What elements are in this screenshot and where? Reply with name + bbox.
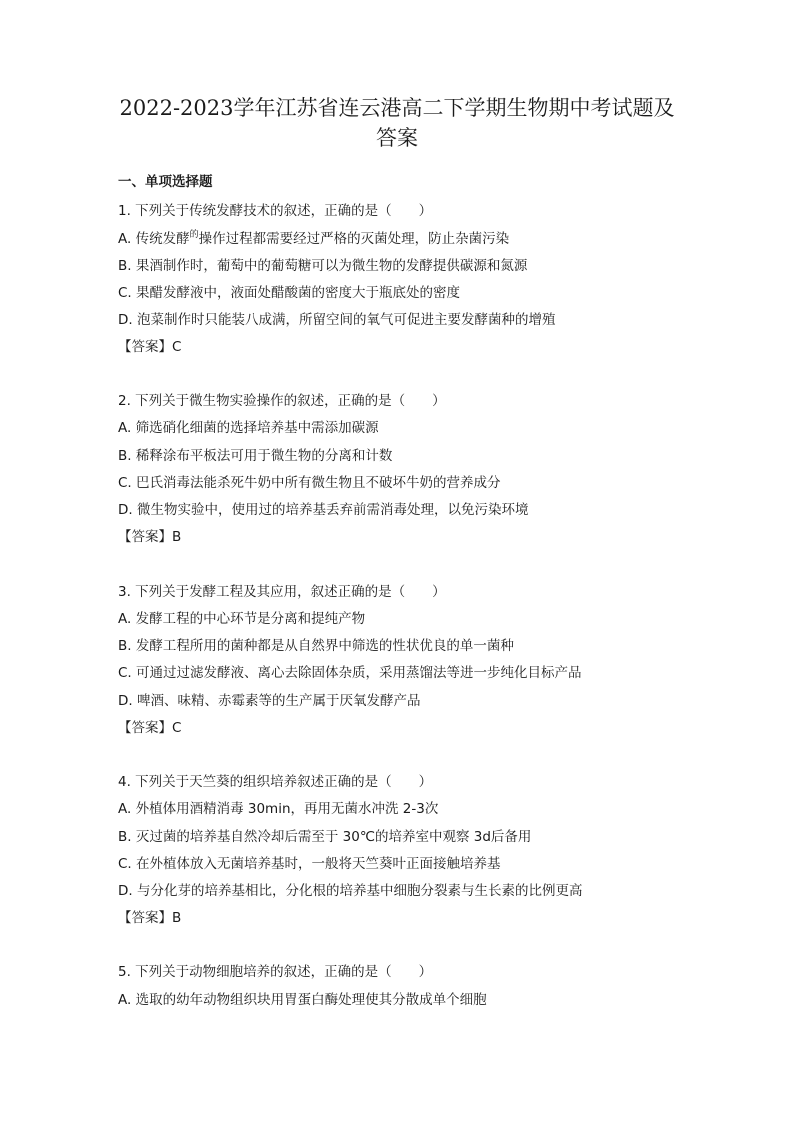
question-1-option-d: D. 泡菜制作时只能装八成满，所留空间的氧气可促进主要发酵菌种的增殖 xyxy=(118,312,556,328)
question-5-stem: 5. 下列关于动物细胞培养的叙述，正确的是（ ） xyxy=(118,964,433,980)
question-3-stem: 3. 下列关于发酵工程及其应用，叙述正确的是（ ） xyxy=(118,584,446,600)
question-3-answer: 【答案】C xyxy=(118,720,182,736)
question-2-option-a: A. 筛选硝化细菌的选择培养基中需添加碳源 xyxy=(118,420,379,436)
question-4-option-d: D. 与分化芽的培养基相比，分化根的培养基中细胞分裂素与生长素的比例更高 xyxy=(118,883,583,899)
question-3-option-b: B. 发酵工程所用的菌种都是从自然界中筛选的性状优良的单一菌种 xyxy=(118,638,514,654)
question-1-answer: 【答案】C xyxy=(118,339,182,355)
question-1-option-b: B. 果酒制作时，葡萄中的葡萄糖可以为微生物的发酵提供碳源和氮源 xyxy=(118,258,528,274)
question-2-option-b: B. 稀释涂布平板法可用于微生物的分离和计数 xyxy=(118,448,393,464)
option-superscript: 的 xyxy=(189,230,199,240)
question-5-option-a: A. 选取的幼年动物组织块用胃蛋白酶处理使其分散成单个细胞 xyxy=(118,992,487,1008)
question-2-answer: 【答案】B xyxy=(118,529,182,545)
question-3-option-c: C. 可通过过滤发酵液、离心去除固体杂质，采用蒸馏法等进一步纯化目标产品 xyxy=(118,665,582,681)
question-4-option-a: A. 外植体用酒精消毒 30min，再用无菌水冲洗 2-3次 xyxy=(118,801,439,817)
question-4-option-b: B. 灭过菌的培养基自然冷却后需至于 30℃的培养室中观察 3d后备用 xyxy=(118,829,532,845)
question-4-option-c: C. 在外植体放入无菌培养基时，一般将天竺葵叶正面接触培养基 xyxy=(118,856,501,872)
title-line-1: 2022-2023学年江苏省连云港高二下学期生物期中考试题及 xyxy=(119,96,675,120)
title-line-2: 答案 xyxy=(376,126,418,150)
option-text: 操作过程都需要经过严格的灭菌处理，防止杂菌污染 xyxy=(198,231,510,247)
question-1-option-c: C. 果醋发酵液中，液面处醋酸菌的密度大于瓶底处的密度 xyxy=(118,285,461,301)
section-heading: 一、单项选择题 xyxy=(118,174,213,190)
question-2-option-d: D. 微生物实验中，使用过的培养基丢弃前需消毒处理，以免污染环境 xyxy=(118,502,529,518)
question-1-option-a xyxy=(118,227,509,247)
option-text: A. 传统发酵 xyxy=(118,231,190,247)
question-1-stem: 1. 下列关于传统发酵技术的叙述，正确的是（ ） xyxy=(118,203,433,219)
question-4-answer: 【答案】B xyxy=(118,910,182,926)
question-3-option-a: A. 发酵工程的中心环节是分离和提纯产物 xyxy=(118,611,366,627)
question-2-stem: 2. 下列关于微生物实验操作的叙述，正确的是（ ） xyxy=(118,393,446,409)
question-2-option-c: C. 巴氏消毒法能杀死牛奶中所有微生物且不破坏牛奶的营养成分 xyxy=(118,475,501,491)
document-title xyxy=(100,93,694,153)
question-4-stem: 4. 下列关于天竺葵的组织培养叙述正确的是（ ） xyxy=(118,774,433,790)
question-3-option-d: D. 啤酒、味精、赤霉素等的生产属于厌氧发酵产品 xyxy=(118,693,421,709)
